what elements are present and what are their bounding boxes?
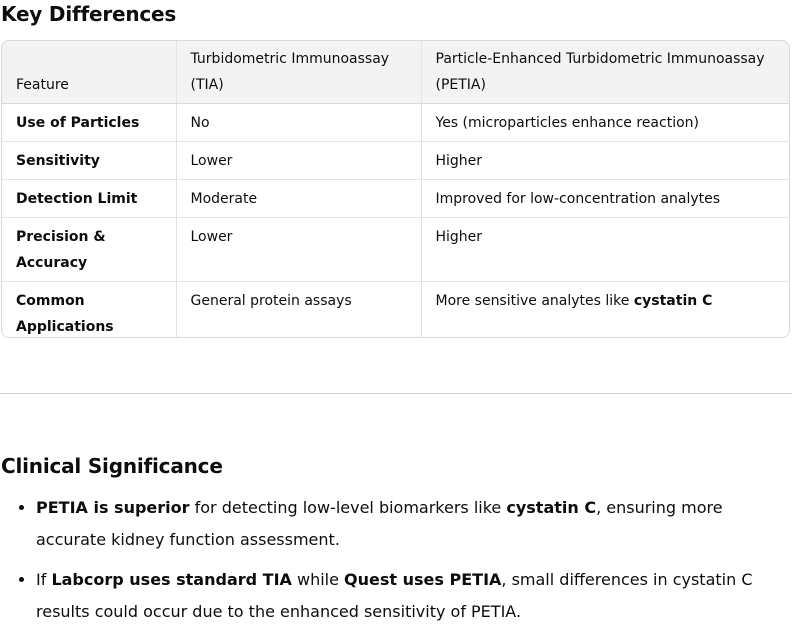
bold-text: Labcorp uses standard TIA [51, 570, 292, 589]
row-tia-value: Moderate [176, 180, 421, 218]
text: , small differences in cystatin C results could occur due to the enhanced sensitivity of PETIA. [36, 570, 753, 621]
row-feature: Detection Limit [2, 180, 176, 218]
bold-text: Quest uses PETIA [344, 570, 502, 589]
significance-list [0, 492, 780, 636]
text: , ensuring more accurate kidney function assessment. [36, 498, 723, 549]
header-tia: Turbidometric Immunoassay (TIA) [176, 41, 421, 104]
row-feature: Common Applications [2, 282, 176, 339]
row-tia-value: No [176, 104, 421, 142]
row-petia-value: Higher [421, 142, 789, 180]
row-tia-value: General protein assays [176, 282, 421, 339]
table-row [2, 282, 789, 339]
bold-text: cystatin C [506, 498, 597, 517]
row-feature: Precision & Accuracy [2, 218, 176, 282]
row-tia-value: Lower [176, 218, 421, 282]
key-differences-heading: Key Differences [1, 2, 177, 26]
comparison-table [1, 40, 790, 338]
list-item [36, 492, 780, 556]
petia-bold-text: cystatin C [633, 293, 713, 309]
row-tia-value: Lower [176, 142, 421, 180]
petia-text: More sensitive analytes like [435, 293, 634, 309]
table-row [2, 180, 789, 218]
list-item [36, 564, 780, 628]
table-header-row [2, 41, 789, 104]
table-row [2, 218, 789, 282]
text: for detecting low-level biomarkers like [189, 498, 507, 517]
row-feature: Use of Particles [2, 104, 176, 142]
section-divider [0, 393, 792, 394]
table-row [2, 104, 789, 142]
row-petia-value: Higher [421, 218, 789, 282]
bold-text: PETIA is superior [36, 498, 190, 517]
text: If [36, 570, 52, 589]
row-petia-value: Improved for low-concentration analytes [421, 180, 789, 218]
row-feature: Sensitivity [2, 142, 176, 180]
text: while [291, 570, 345, 589]
header-petia: Particle-Enhanced Turbidometric Immunoassay (PETIA) [421, 41, 789, 104]
row-petia-value: Yes (microparticles enhance reaction) [421, 104, 789, 142]
table-row [2, 142, 789, 180]
clinical-significance-heading: Clinical Significance [1, 454, 223, 478]
header-feature: Feature [2, 41, 176, 104]
row-petia-value [421, 282, 789, 339]
